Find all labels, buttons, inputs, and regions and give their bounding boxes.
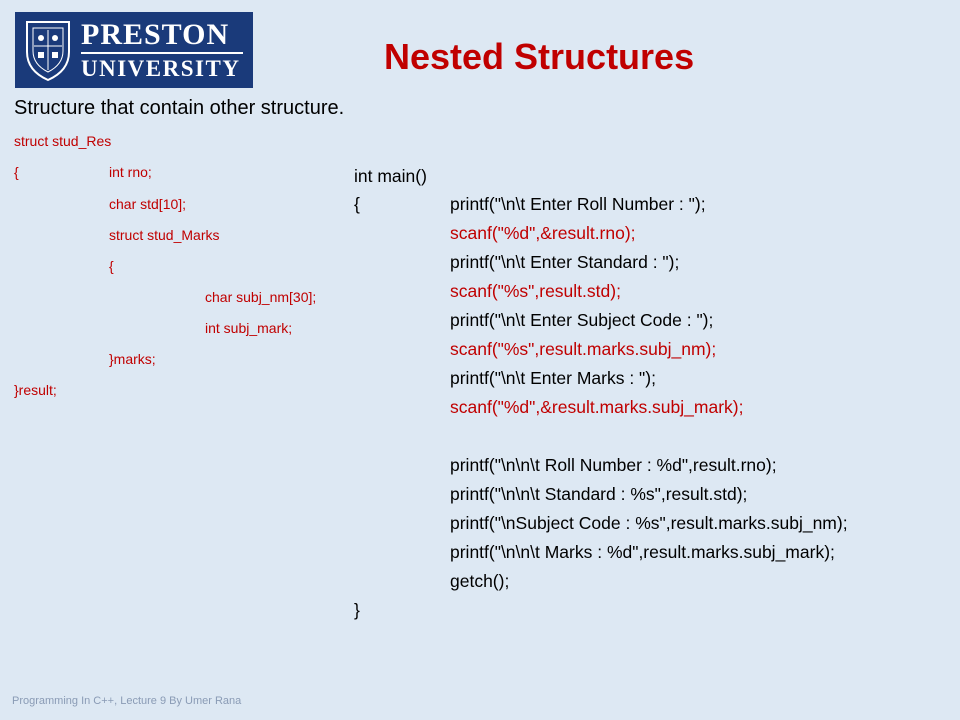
code-line: scanf("%d",&result.marks.subj_mark); [450,397,744,417]
code-line: int subj_mark; [205,320,293,336]
code-line: printf("\n\n\t Roll Number : %d",result.rno); [450,455,777,475]
slide-subtitle: Structure that contain other structure. [14,97,345,119]
code-line: { [354,194,360,214]
code-line: }marks; [109,351,156,367]
struct-code-block [14,0,394,420]
code-line: char subj_nm[30]; [205,289,317,305]
code-line: char std[10]; [109,196,187,212]
logo-line1: PRESTON [81,18,230,51]
main-code-block [354,0,960,640]
code-line: { [109,258,114,274]
code-line: printf("\n\n\t Standard : %s",result.std); [450,484,748,504]
code-line: printf("\n\t Enter Standard : "); [450,252,680,272]
code-line: printf("\n\n\t Marks : %d",result.marks.subj_mark); [450,542,835,562]
slide-footer: Programming In C++, Lecture 9 By Umer Rana [12,695,242,707]
slide-title: Nested Structures [384,36,695,77]
code-line: int main() [354,166,427,186]
code-line: { [14,164,19,180]
code-line: getch(); [450,571,510,591]
code-line: printf("\n\t Enter Marks : "); [450,368,656,388]
code-line: int rno; [109,164,152,180]
code-line: printf("\n\t Enter Subject Code : "); [450,310,714,330]
code-line: printf("\n\t Enter Roll Number : "); [450,194,706,214]
code-line: printf("\nSubject Code : %s",result.marks.subj_nm); [450,513,848,533]
code-line: } [354,600,360,620]
code-line: struct stud_Marks [109,227,220,243]
logo-line2: UNIVERSITY [81,56,241,81]
code-line: scanf("%s",result.marks.subj_nm); [450,339,717,359]
code-line: scanf("%d",&result.rno); [450,223,636,243]
code-line: }result; [14,382,57,398]
code-line: struct stud_Res [14,133,112,149]
code-line: scanf("%s",result.std); [450,281,621,301]
